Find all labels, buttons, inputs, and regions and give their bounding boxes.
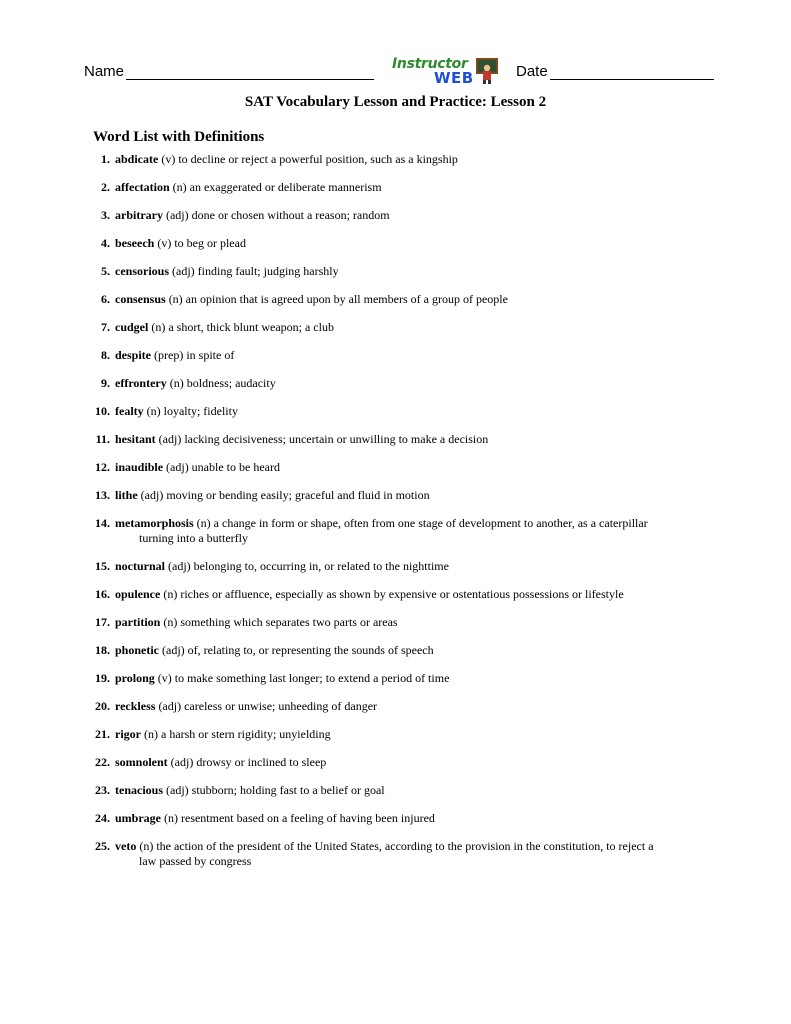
- list-item: [0, 783, 791, 798]
- item-number: 6.: [101, 292, 110, 306]
- vocab-word: somnolent: [115, 755, 168, 769]
- item-body: [115, 180, 705, 195]
- vocab-word: rigor: [115, 727, 141, 741]
- item-body: [115, 264, 705, 279]
- list-item: [0, 180, 791, 195]
- item-body: [115, 811, 705, 826]
- item-number: 14.: [95, 516, 110, 530]
- list-item: [0, 292, 791, 307]
- item-body: [115, 404, 705, 419]
- list-item: [0, 432, 791, 447]
- item-body: [115, 348, 705, 363]
- name-underline[interactable]: [126, 65, 374, 80]
- vocab-definition: (n) a harsh or stern rigidity; unyielding: [141, 727, 331, 741]
- vocab-word: abdicate: [115, 152, 159, 166]
- logo-text-top: Instructor: [392, 56, 468, 72]
- word-list: [0, 152, 791, 882]
- vocab-definition: (n) boldness; audacity: [166, 376, 276, 390]
- item-number: 11.: [95, 432, 110, 446]
- list-item: [0, 236, 791, 251]
- item-body: [115, 671, 705, 686]
- vocab-word: fealty: [115, 404, 144, 418]
- item-body: [115, 516, 705, 546]
- list-item: [0, 839, 791, 869]
- vocab-word: opulence: [115, 587, 161, 601]
- header-row: [0, 56, 791, 90]
- item-body: [115, 727, 705, 742]
- vocab-definition: (n) an opinion that is agreed upon by all members of a group of people: [165, 292, 508, 306]
- vocab-word: despite: [115, 348, 151, 362]
- name-field[interactable]: [84, 63, 374, 80]
- vocab-definition: (adj) of, relating to, or representing the sounds of speech: [159, 643, 434, 657]
- item-number: 25.: [95, 839, 110, 853]
- vocab-word: beseech: [115, 236, 155, 250]
- item-body: [115, 320, 705, 335]
- item-body: [115, 615, 705, 630]
- list-item: [0, 152, 791, 167]
- vocab-definition: (n) something which separates two parts or areas: [160, 615, 398, 629]
- vocab-word: cudgel: [115, 320, 149, 334]
- item-body: [115, 488, 705, 503]
- vocab-word: consensus: [115, 292, 166, 306]
- vocab-definition: (adj) finding fault; judging harshly: [169, 264, 339, 278]
- item-number: 13.: [95, 488, 110, 502]
- item-body: [115, 460, 705, 475]
- item-number: 15.: [95, 559, 110, 573]
- item-number: 10.: [95, 404, 110, 418]
- vocab-definition: (adj) lacking decisiveness; uncertain or unwilling to make a decision: [155, 432, 489, 446]
- section-heading: Word List with Definitions: [93, 129, 265, 145]
- list-item: [0, 671, 791, 686]
- item-body: [115, 152, 705, 167]
- vocab-word: lithe: [115, 488, 138, 502]
- vocab-definition: (v) to beg or plead: [154, 236, 246, 250]
- vocab-word: veto: [115, 839, 137, 853]
- list-item: [0, 208, 791, 223]
- list-item: [0, 404, 791, 419]
- item-body: [115, 755, 705, 770]
- item-number: 1.: [101, 152, 110, 166]
- item-body: [115, 643, 705, 658]
- name-label: Name: [84, 63, 125, 80]
- list-item: [0, 264, 791, 279]
- vocab-definition: (adj) drowsy or inclined to sleep: [167, 755, 327, 769]
- item-body: [115, 376, 705, 391]
- item-number: 3.: [101, 208, 110, 222]
- vocab-word: prolong: [115, 671, 155, 685]
- vocab-definition: (adj) done or chosen without a reason; random: [162, 208, 390, 222]
- vocab-definition: (prep) in spite of: [151, 348, 235, 362]
- date-label: Date: [516, 63, 548, 80]
- item-number: 12.: [95, 460, 110, 474]
- item-number: 20.: [95, 699, 110, 713]
- list-item: [0, 559, 791, 574]
- item-number: 7.: [101, 320, 110, 334]
- vocab-word: reckless: [115, 699, 156, 713]
- vocab-definition: (v) to decline or reject a powerful position, such as a kingship: [158, 152, 458, 166]
- vocab-word: effrontery: [115, 376, 167, 390]
- list-item: [0, 460, 791, 475]
- vocab-word: phonetic: [115, 643, 160, 657]
- instructorweb-logo: [392, 56, 502, 86]
- item-number: 8.: [101, 348, 110, 362]
- list-item: [0, 587, 791, 602]
- vocab-word: affectation: [115, 180, 170, 194]
- vocab-word: censorious: [115, 264, 169, 278]
- logo-text-bottom: WEB: [434, 69, 474, 87]
- vocab-definition: (adj) belonging to, occurring in, or related to the nighttime: [165, 559, 449, 573]
- vocab-definition-continued: law passed by congress: [139, 854, 252, 868]
- item-body: [115, 236, 705, 251]
- item-number: 4.: [101, 236, 110, 250]
- vocab-definition: (n) resentment based on a feeling of having been injured: [161, 811, 435, 825]
- item-body: [115, 587, 705, 602]
- item-body: [115, 783, 705, 798]
- vocab-word: metamorphosis: [115, 516, 194, 530]
- item-body: [115, 559, 705, 574]
- list-item: [0, 376, 791, 391]
- vocab-word: nocturnal: [115, 559, 166, 573]
- item-body: [115, 292, 705, 307]
- item-number: 16.: [95, 587, 110, 601]
- item-number: 9.: [101, 376, 110, 390]
- item-body: [115, 208, 705, 223]
- list-item: [0, 320, 791, 335]
- vocab-definition: (adj) stubborn; holding fast to a belief or goal: [163, 783, 385, 797]
- date-underline[interactable]: [550, 65, 714, 80]
- vocab-definition: (n) a short, thick blunt weapon; a club: [148, 320, 334, 334]
- item-number: 18.: [95, 643, 110, 657]
- list-item: [0, 615, 791, 630]
- list-item: [0, 755, 791, 770]
- item-number: 17.: [95, 615, 110, 629]
- teacher-chalkboard-icon: [476, 58, 498, 84]
- list-item: [0, 516, 791, 546]
- item-number: 22.: [95, 755, 110, 769]
- vocab-definition: (v) to make something last longer; to extend a period of time: [154, 671, 450, 685]
- vocab-word: inaudible: [115, 460, 164, 474]
- vocab-word: partition: [115, 615, 161, 629]
- list-item: [0, 699, 791, 714]
- item-body: [115, 839, 705, 869]
- item-number: 5.: [101, 264, 110, 278]
- list-item: [0, 811, 791, 826]
- vocab-definition: (n) a change in form or shape, often from one stage of development to another, as a caterpillar: [193, 516, 648, 530]
- vocab-definition-continued: turning into a butterfly: [139, 531, 248, 545]
- item-number: 19.: [95, 671, 110, 685]
- vocab-word: hesitant: [115, 432, 156, 446]
- vocab-definition: (n) loyalty; fidelity: [143, 404, 238, 418]
- item-number: 23.: [95, 783, 110, 797]
- item-number: 21.: [95, 727, 110, 741]
- list-item: [0, 348, 791, 363]
- vocab-definition: (n) riches or affluence, especially as shown by expensive or ostentatious possessions or lifestyle: [160, 587, 624, 601]
- vocab-word: arbitrary: [115, 208, 163, 222]
- item-number: 24.: [95, 811, 110, 825]
- page-title: SAT Vocabulary Lesson and Practice: Lesson 2: [244, 94, 547, 110]
- list-item: [0, 488, 791, 503]
- vocab-definition: (adj) moving or bending easily; graceful and fluid in motion: [137, 488, 430, 502]
- vocab-definition: (adj) unable to be heard: [163, 460, 280, 474]
- vocab-word: tenacious: [115, 783, 163, 797]
- date-field[interactable]: [516, 63, 714, 80]
- list-item: [0, 643, 791, 658]
- vocab-definition: (n) an exaggerated or deliberate mannerism: [169, 180, 382, 194]
- item-body: [115, 699, 705, 714]
- vocab-word: umbrage: [115, 811, 161, 825]
- item-body: [115, 432, 705, 447]
- vocab-definition: (n) the action of the president of the United States, according to the provision in the constitution, to reject a: [136, 839, 654, 853]
- vocab-definition: (adj) careless or unwise; unheeding of danger: [155, 699, 378, 713]
- list-item: [0, 727, 791, 742]
- item-number: 2.: [101, 180, 110, 194]
